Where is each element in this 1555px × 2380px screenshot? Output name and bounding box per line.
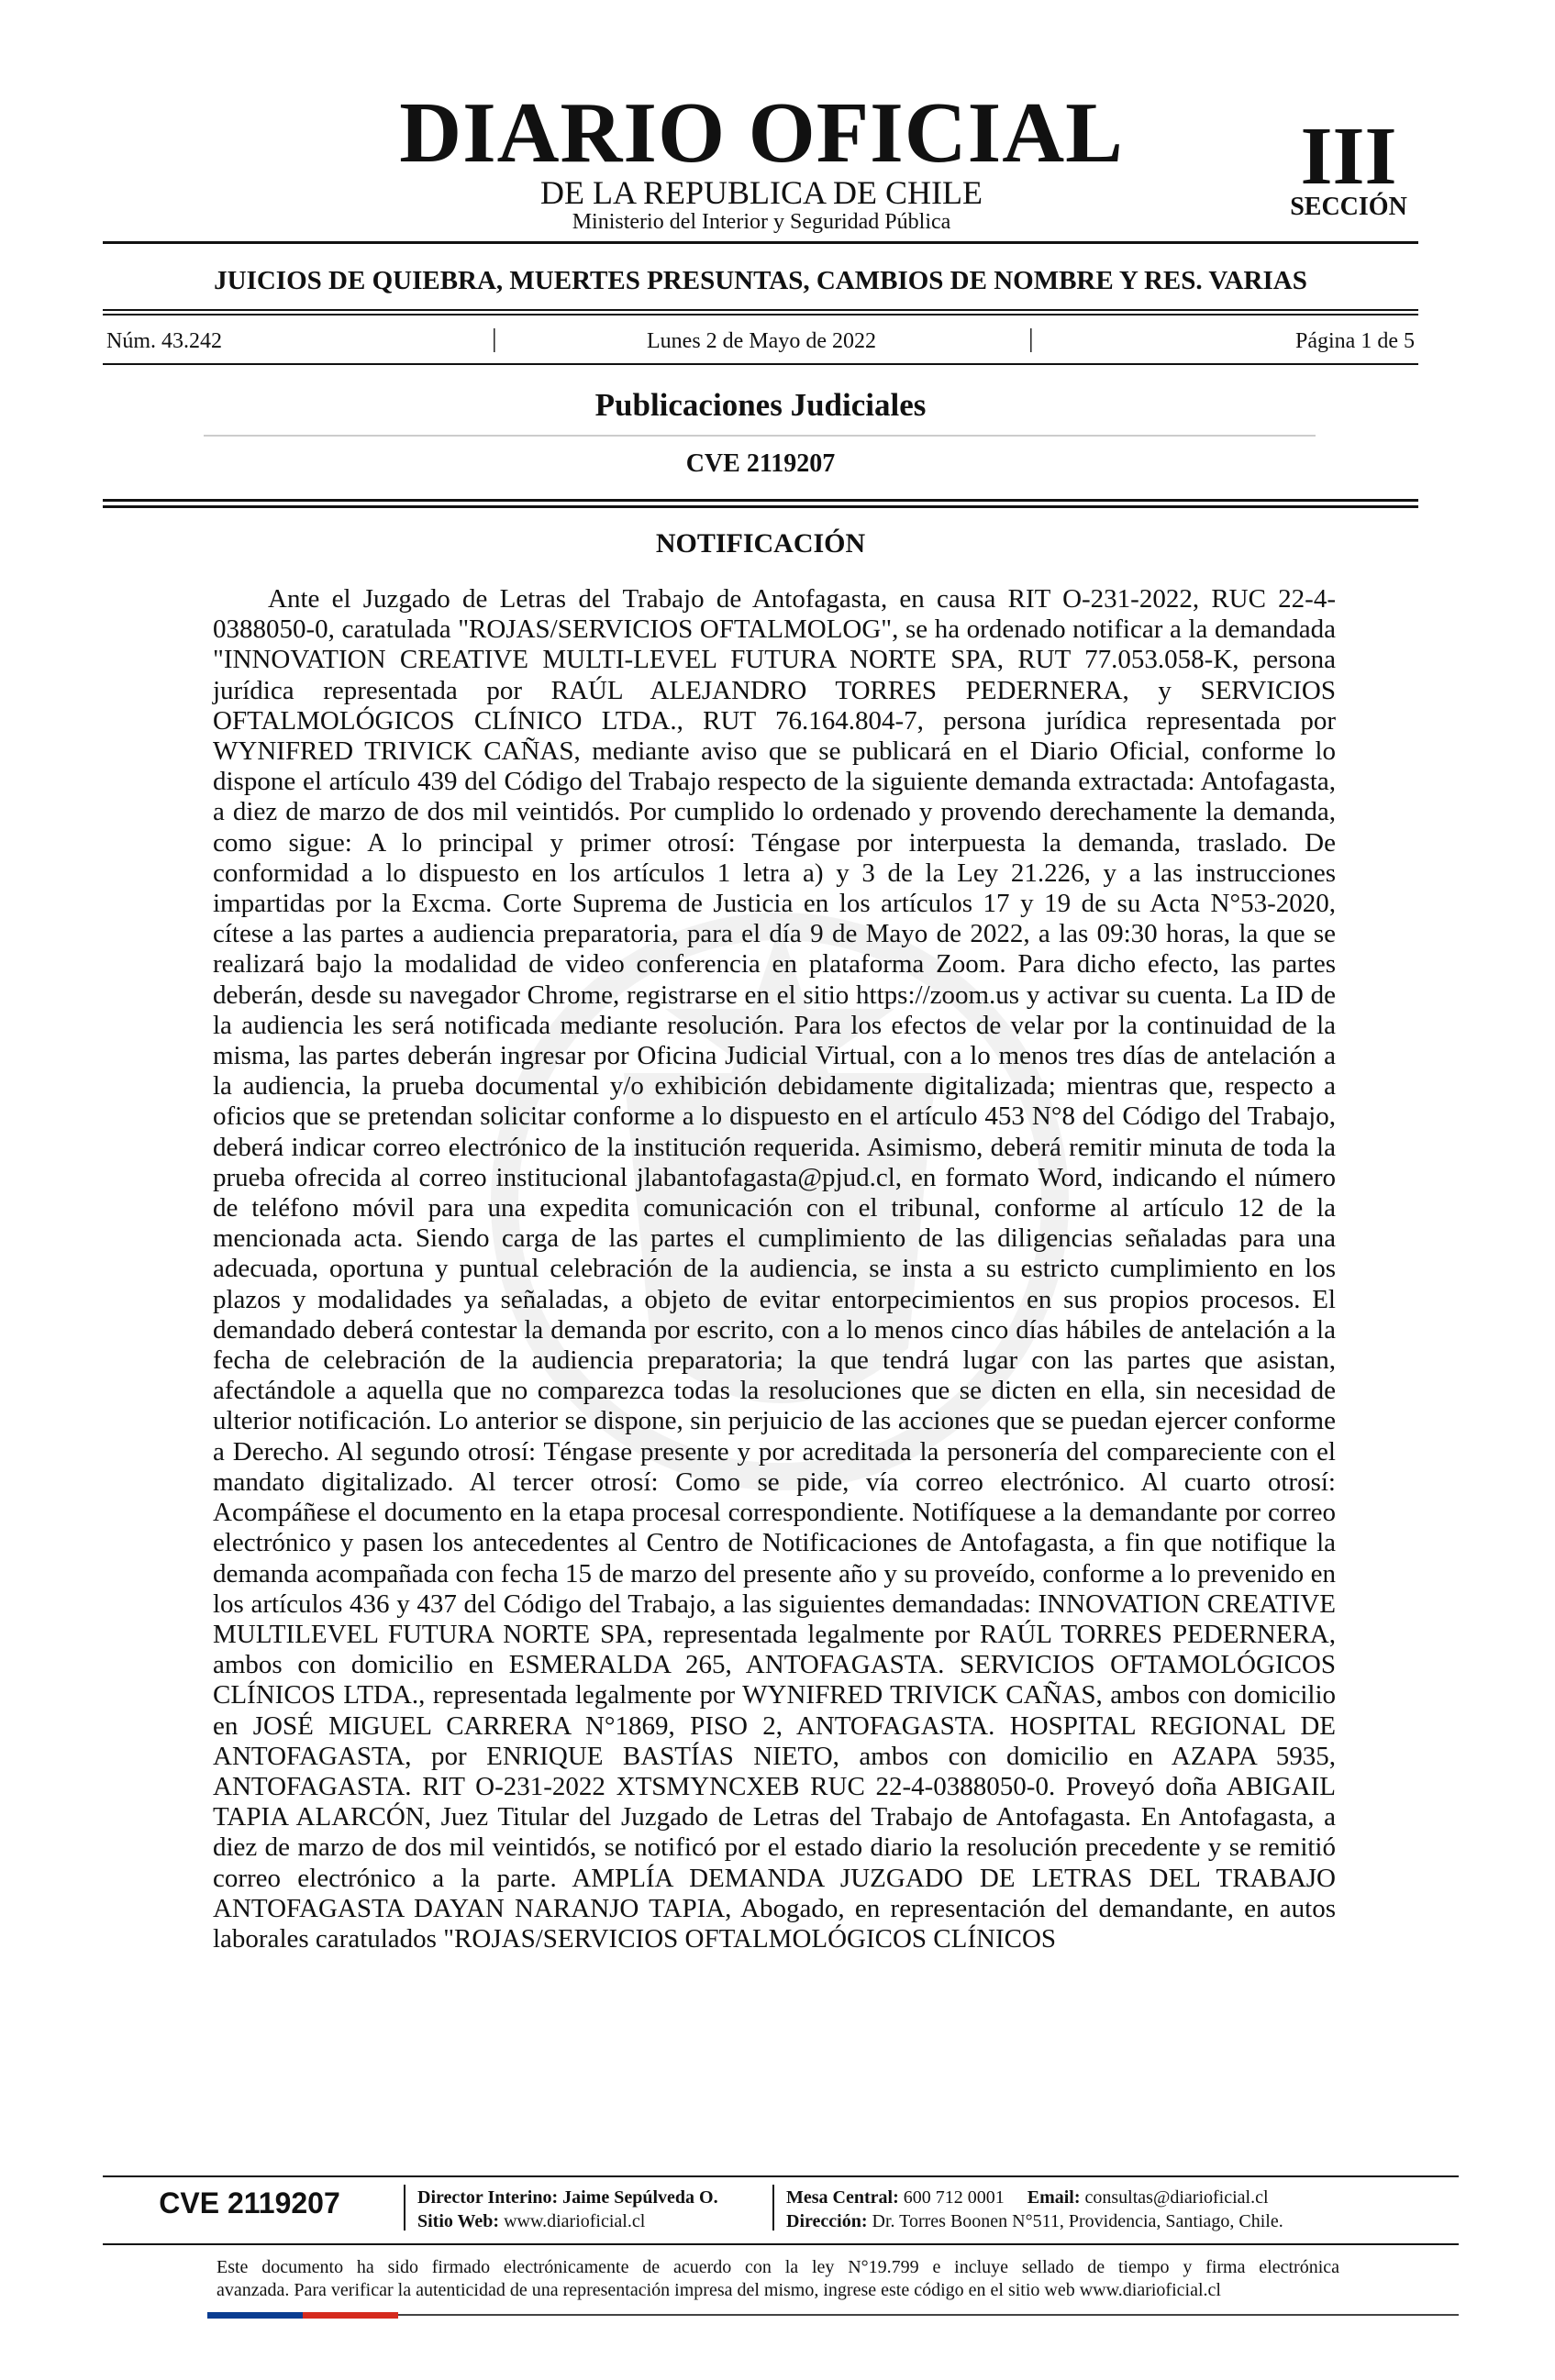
masthead-title: DIARIO OFICIAL — [399, 85, 1124, 181]
footer-divider — [404, 2185, 405, 2231]
footer-contact-block — [786, 2186, 1283, 2233]
page-number: Página 1 de 5 — [1295, 329, 1415, 353]
flag-stripe-line — [398, 2314, 1459, 2316]
web-label: Sitio Web: — [417, 2211, 500, 2231]
document-title: NOTIFICACIÓN — [655, 528, 866, 559]
section-rule-1 — [103, 309, 1418, 311]
section-number: III — [1300, 111, 1397, 202]
footer-address-line — [786, 2209, 1283, 2233]
legal-line-2: avanzada. Para verificar la autenticidad de una representación impresa del mismo, ingrese este código en el sitio web www.diarioficial.cl — [217, 2280, 1221, 2300]
section-label: SECCIÓN — [1290, 193, 1407, 221]
director-name: Jaime Sepúlveda O. — [562, 2187, 718, 2208]
issue-date: Lunes 2 de Mayo de 2022 — [647, 329, 876, 353]
address-label: Dirección: — [786, 2211, 868, 2231]
meta-rule — [103, 363, 1418, 365]
footer-director-block — [417, 2186, 718, 2233]
flag-stripe-red — [303, 2312, 398, 2319]
publication-divider — [204, 435, 1316, 437]
web-value[interactable]: www.diarioficial.cl — [504, 2211, 646, 2231]
section-heading: JUICIOS DE QUIEBRA, MUERTES PRESUNTAS, CAMBIOS DE NOMBRE Y RES. VARIAS — [214, 266, 1307, 295]
cve-rule-1 — [103, 499, 1418, 502]
legal-notice — [217, 2256, 1339, 2302]
footer-rule-mid — [103, 2243, 1459, 2245]
notification-body: Ante el Juzgado de Letras del Trabajo de Antofagasta, en causa RIT O-231-2022, RUC 22-4- 0388050-0, caratulada "ROJAS/SERVICIOS OFTALMOLOG", se ha ordenado notificar a la demandada "INNOVATION CREATIVE MULTI-LEVEL FUTURA NORTE SPA, RUT 77.053.058-K, persona jurídica representada por RAÚL ALEJANDRO TORRES PEDERNERA, y SERVICIOS OFTALMOLÓGICOS CLÍNICO LTDA., RUT 76.164.804-7, persona jurídica representada por WYNIFRED TRIVICK CAÑAS, mediante aviso que se publicará en el Diario Oficial, conforme lo dispone el artículo 439 del Código del Trabajo respecto de la siguiente demanda extractada: Antofagasta, a diez de marzo de dos mil veintidós. Por cumplido lo ordenado y provendo derechamente la demanda, como sigue: A lo principal y primer otrosí: Téngase por interpuesta la demanda, traslado. De conformidad a lo dispuesto en los artículos 1 letra a) y 3 de la Ley 21.226, y a las instrucciones impartidas por la Excma. Corte Suprema de Justicia en los artículos 17 y 19 de su Acta N°53-2020, cítese a las partes a audiencia preparatoria, para el día 9 de Mayo de 2022, a las 09:30 horas, la que se realizará bajo la modalidad de video conferencia en plataforma Zoom. Para dicho efecto, las partes deberán, desde su navegador Chrome, registrarse en el sitio https://zoom.us y activar su cuenta. La ID de la audiencia les será notificada mediante resolución. Para los efectos de velar por la continuidad de la misma, las partes deberán ingresar por Oficina Judicial Virtual, con a lo menos tres días de antelación a la audiencia, la prueba documental y/o exhibición debidamente digitalizada; mientras que, respecto a oficios que se pretendan solicitar conforme a lo dispuesto en el artículo 453 N°8 del Código del Trabajo, deberá indicar correo electrónico de la institución requerida. Asimismo, deberá remitir minuta de toda la prueba ofrecida al correo institucional jlabantofagasta@pjud.cl, en formato Word, indicando el número de teléfono móvil para una expedita comunicación con el tribunal, conforme al artículo 12 de la mencionada acta. Siendo carga de las partes el cumplimiento de las diligencias señaladas para una adecuada, oportuna y puntual celebración de la audiencia, se insta a su estricto cumplimiento en los plazos y modalidades ya señaladas, a objeto de evitar entorpecimientos en sus propios procesos. El demandado deberá contestar la demanda por escrito, con a lo menos cinco días hábiles de antelación a la fecha de celebración de la audiencia preparatoria; la que tendrá lugar con las partes que asistan, afectándole a aquella que no comparezca todas la resoluciones que se dicten en ella, sin necesidad de ulterior notificación. Lo anterior se dispone, sin perjuicio de las acciones que se puedan ejercer conforme a Derecho. Al segundo otrosí: Téngase presente y por acreditada la personería del compareciente con el mandato digitalizado. Al tercer otrosí: Como se pide, vía correo electrónico. Al cuarto otrosí: Acompáñese el documento en la etapa procesal correspondiente. Notifíquese a la demandante por correo electrónico y pasen los antecedentes al Centro de Notificaciones de Antofagasta, a fin que notifique la demanda acompañada con fecha 15 de marzo del presente año y su proveído, conforme a lo prevenido en los artículos 436 y 437 del Código del Trabajo, a las siguientes demandadas: INNOVATION CREATIVE MULTILEVEL FUTURA NORTE SPA, representada legalmente por RAÚL TORRES PEDERNERA, ambos con domicilio en ESMERALDA 265, ANTOFAGASTA. SERVICIOS OFTAMOLÓGICOS CLÍNICOS LTDA., representada legalmente por WYNIFRED TRIVICK CAÑAS, ambos con domicilio en JOSÉ MIGUEL CARRERA N°1869, PISO 2, ANTOFAGASTA. HOSPITAL REGIONAL DE ANTOFAGASTA, por ENRIQUE BASTÍAS NIETO, ambos con domicilio en AZAPA 5935, ANTOFAGASTA. RIT O-231-2022 XTSMYNCXEB RUC 22-4-0388050-0. Proveyó doña ABIGAIL TAPIA ALARCÓN, Juez Titular del Juzgado de Letras del Trabajo de Antofagasta. En Antofagasta, a diez de marzo de dos mil veintidós, se notificó por el estado diario la resolución precedente y se remitió correo electrónico a la parte. AMPLÍA DEMANDA JUZGADO DE LETRAS DEL TRABAJO ANTOFAGASTA DAYAN NARANJO TAPIA, Abogado, en representación del demandante, en autos laborales caratulados "ROJAS/SERVICIOS OFTALMOLÓGICOS CLÍNICOS — [213, 584, 1336, 1954]
phone-label: Mesa Central: — [786, 2187, 899, 2208]
cve-rule-2 — [103, 505, 1418, 508]
email-label: Email: — [1027, 2187, 1081, 2208]
director-label: Director Interino: — [417, 2187, 559, 2208]
masthead-rule-top — [103, 241, 1418, 244]
email-value[interactable]: consultas@diarioficial.cl — [1084, 2187, 1269, 2208]
footer-cve: CVE 2119207 — [159, 2186, 340, 2219]
footer-phone-line — [786, 2186, 1283, 2209]
issue-number: Núm. 43.242 — [106, 329, 222, 353]
meta-separator: | — [492, 325, 497, 353]
footer-web-line — [417, 2209, 718, 2233]
footer-divider — [772, 2185, 774, 2231]
meta-separator: | — [1028, 325, 1034, 353]
section-rule-2 — [103, 314, 1418, 315]
phone-value: 600 712 0001 — [903, 2187, 1005, 2208]
publication-cve: CVE 2119207 — [685, 449, 836, 478]
legal-line-1: Este documento ha sido firmado electrónicamente de acuerdo con la ley N°19.799 e incluye sellado de tiempo y firma electrónica — [217, 2257, 1339, 2277]
footer-rule-top — [103, 2175, 1459, 2177]
masthead-subtitle: DE LA REPUBLICA DE CHILE — [540, 174, 983, 211]
publication-category: Publicaciones Judiciales — [594, 387, 927, 423]
footer-director-line — [417, 2186, 718, 2209]
flag-stripe-blue — [207, 2312, 303, 2319]
masthead-ministry: Ministerio del Interior y Seguridad Pública — [572, 210, 951, 234]
address-value: Dr. Torres Boonen N°511, Providencia, Santiago, Chile. — [872, 2211, 1283, 2231]
